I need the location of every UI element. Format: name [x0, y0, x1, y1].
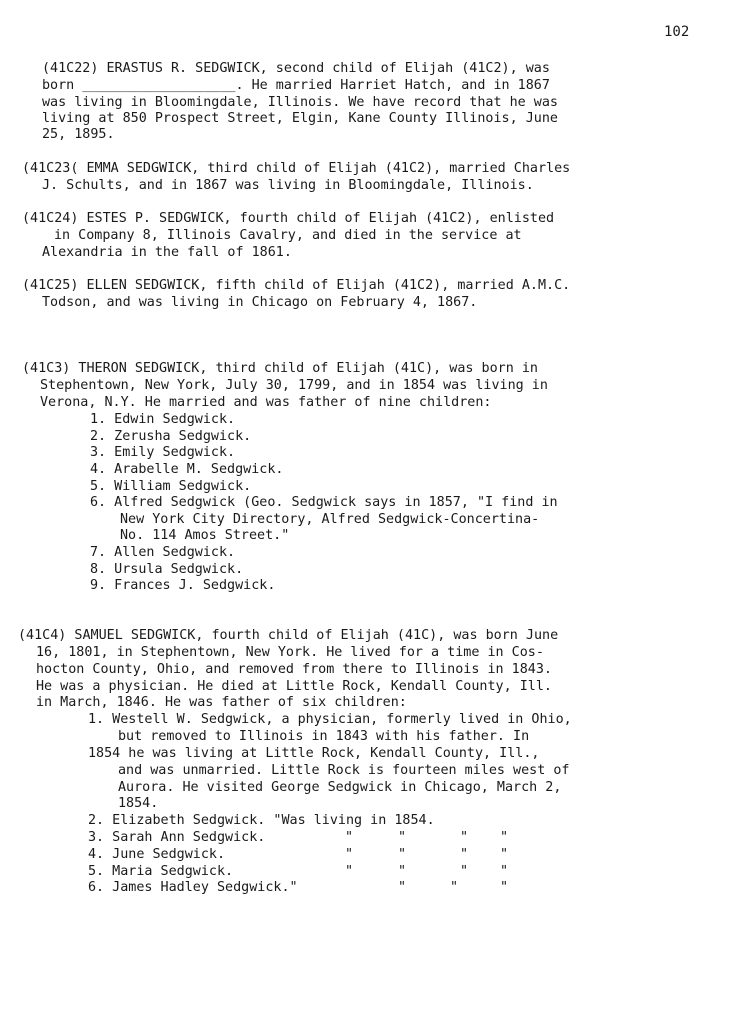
entry-41c4-child-1-cont-3: and was unmarried. Little Rock is fourteen miles west of — [118, 763, 570, 778]
page-number: 102 — [664, 24, 690, 40]
entry-41c4-child-1-cont-5: 1854. — [118, 796, 159, 811]
entry-41c3-child-6-cont-1: New York City Directory, Alfred Sedgwick-Concertina- — [120, 512, 540, 527]
ditto-mark: " — [398, 847, 407, 862]
entry-41c22-line-4: living at 850 Prospect Street, Elgin, Kane County Illinois, June — [42, 111, 558, 126]
entry-41c22-line-1: (41C22) ERASTUS R. SEDGWICK, second child of Elijah (41C2), was — [42, 61, 550, 76]
ditto-mark: " — [460, 864, 469, 879]
entry-41c3-line-1: (41C3) THERON SEDGWICK, third child of Elijah (41C), was born in — [22, 361, 538, 376]
entry-41c25-line-2: Todson, and was living in Chicago on February 4, 1867. — [42, 295, 478, 310]
entry-41c4-line-2: 16, 1801, in Stephentown, New York. He lived for a time in Cos- — [36, 645, 544, 660]
entry-41c3-child-4: 4. Arabelle M. Sedgwick. — [90, 462, 284, 477]
entry-41c3-line-3: Verona, N.Y. He married and was father of nine children: — [40, 395, 492, 410]
ditto-mark: " — [460, 847, 469, 862]
entry-41c4-child-1-cont-2: 1854 he was living at Little Rock, Kendall County, Ill., — [88, 746, 540, 761]
entry-41c24-line-2: in Company 8, Illinois Cavalry, and died in the service at — [54, 228, 522, 243]
ditto-mark: " — [398, 880, 407, 895]
entry-41c24-line-1: (41C24) ESTES P. SEDGWICK, fourth child of Elijah (41C2), enlisted — [22, 211, 555, 226]
entry-41c4-child-2: 2. Elizabeth Sedgwick. "Was living in 1854. — [88, 813, 435, 828]
entry-41c3-child-3: 3. Emily Sedgwick. — [90, 445, 236, 460]
entry-41c3-child-7: 7. Allen Sedgwick. — [90, 545, 236, 560]
entry-41c4-line-3: hocton County, Ohio, and removed from there to Illinois in 1843. — [36, 662, 552, 677]
ditto-mark: " — [398, 864, 407, 879]
entry-41c4-line-1: (41C4) SAMUEL SEDGWICK, fourth child of Elijah (41C), was born June — [18, 628, 559, 643]
entry-41c4-child-1: 1. Westell W. Sedgwick, a physician, formerly lived in Ohio, — [88, 712, 572, 727]
entry-41c22-line-3: was living in Bloomingdale, Illinois. We have record that he was — [42, 95, 558, 110]
entry-41c25-line-1: (41C25) ELLEN SEDGWICK, fifth child of Elijah (41C2), married A.M.C. — [22, 278, 571, 293]
entry-41c24-line-3: Alexandria in the fall of 1861. — [42, 245, 292, 260]
entry-41c3-child-6: 6. Alfred Sedgwick (Geo. Sedgwick says in 1857, "I find in — [90, 495, 558, 510]
ditto-mark: " — [500, 830, 509, 845]
ditto-mark: " — [345, 830, 354, 845]
ditto-mark: " — [460, 830, 469, 845]
ditto-mark: " — [450, 880, 459, 895]
entry-41c4-child-1-cont-1: but removed to Illinois in 1843 with his father. In — [118, 729, 530, 744]
entry-41c4-child-4: 4. June Sedgwick. — [88, 847, 226, 862]
entry-41c3-line-2: Stephentown, New York, July 30, 1799, and in 1854 was living in — [40, 378, 548, 393]
entry-41c22-line-2: born ___________________. He married Harriet Hatch, and in 1867 — [42, 78, 550, 93]
entry-41c4-child-1-cont-4: Aurora. He visited George Sedgwick in Chicago, March 2, — [118, 780, 562, 795]
entry-41c3-child-1: 1. Edwin Sedgwick. — [90, 412, 236, 427]
ditto-mark: " — [500, 847, 509, 862]
entry-41c3-child-2: 2. Zerusha Sedgwick. — [90, 429, 252, 444]
entry-41c23-line-1: (41C23( EMMA SEDGWICK, third child of Elijah (41C2), married Charles — [22, 161, 571, 176]
entry-41c4-child-6: 6. James Hadley Sedgwick." — [88, 880, 298, 895]
entry-41c22-line-5: 25, 1895. — [42, 127, 115, 142]
ditto-mark: " — [345, 864, 354, 879]
entry-41c4-child-5: 5. Maria Sedgwick. — [88, 864, 234, 879]
entry-41c4-line-5: in March, 1846. He was father of six children: — [36, 695, 407, 710]
entry-41c4-child-3: 3. Sarah Ann Sedgwick. — [88, 830, 266, 845]
ditto-mark: " — [345, 847, 354, 862]
entry-41c3-child-5: 5. William Sedgwick. — [90, 479, 252, 494]
entry-41c23-line-2: J. Schults, and in 1867 was living in Bloomingdale, Illinois. — [42, 178, 534, 193]
entry-41c3-child-8: 8. Ursula Sedgwick. — [90, 562, 244, 577]
ditto-mark: " — [398, 830, 407, 845]
entry-41c3-child-9: 9. Frances J. Sedgwick. — [90, 578, 276, 593]
entry-41c3-child-6-cont-2: No. 114 Amos Street." — [120, 528, 290, 543]
ditto-mark: " — [500, 880, 509, 895]
entry-41c4-line-4: He was a physician. He died at Little Rock, Kendall County, Ill. — [36, 679, 552, 694]
ditto-mark: " — [500, 864, 509, 879]
